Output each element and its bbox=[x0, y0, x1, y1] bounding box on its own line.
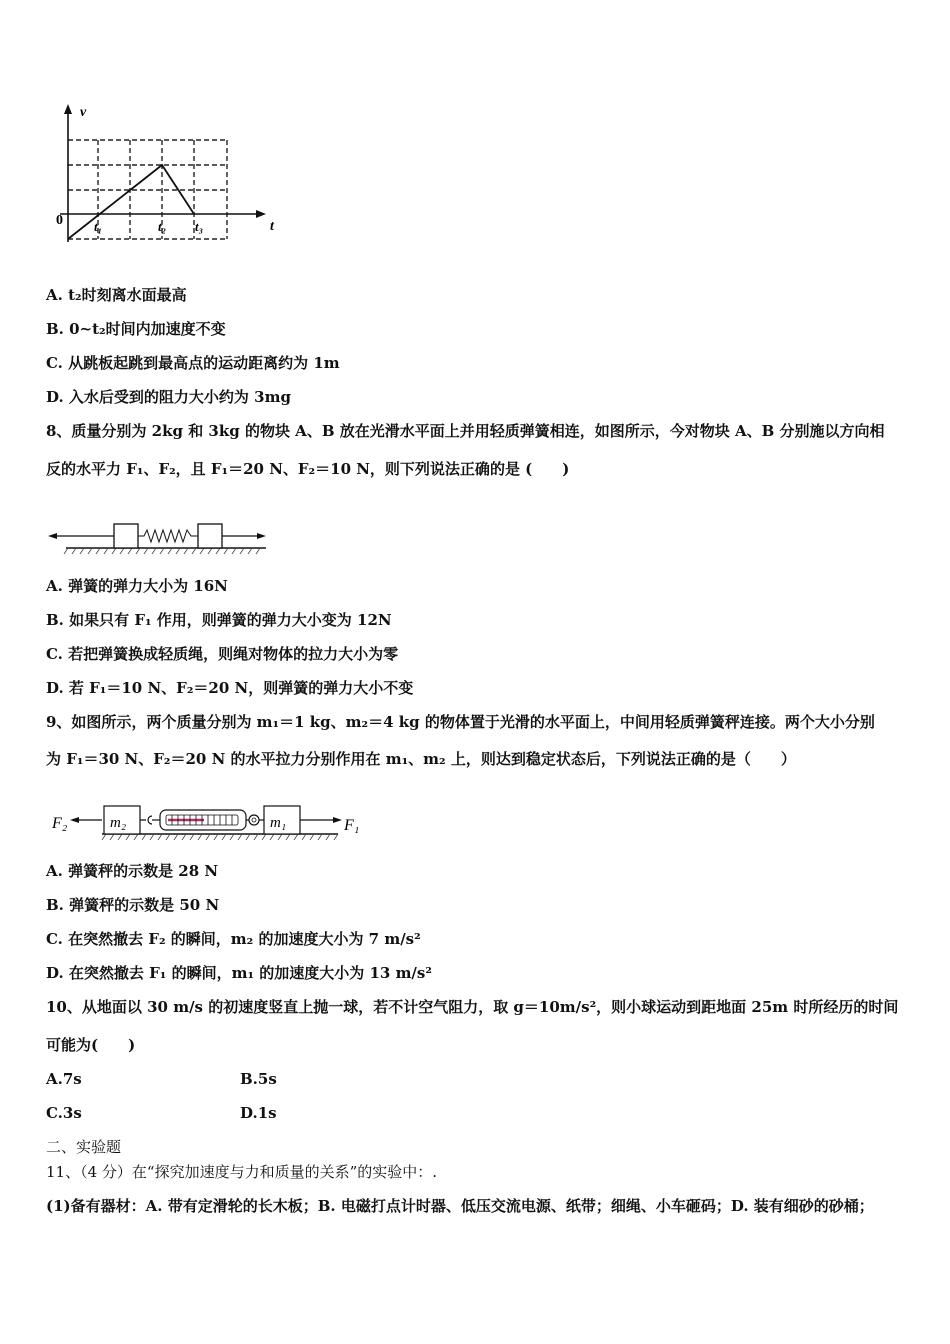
q7-option-d: D. 入水后受到的阻力大小约为 3mg bbox=[46, 388, 291, 406]
q11-item-1: (1)备有器材：A. 带有定滑轮的长木板；B. 电磁打点计时器、低压交流电源、纸带；细绳、小车砸码；D. 装有细砂的砂桶； bbox=[46, 1197, 874, 1215]
fig-f2-label: F₂ bbox=[52, 815, 68, 832]
q7-option-a: A. t₂时刻离水面最高 bbox=[46, 286, 187, 304]
spring-blocks-figure bbox=[44, 518, 274, 560]
q8-stem-line1: 8、质量分别为 2kg 和 3kg 的物块 A、B 放在光滑水平面上并用轻质弹簧相连，如图所示，今对物块 A、B 分别施以方向相 bbox=[46, 422, 885, 440]
velocity-time-graph bbox=[50, 100, 290, 250]
v-axis-label: v bbox=[80, 105, 87, 120]
ring-icon bbox=[249, 815, 259, 825]
fig-m1-label: m₁ bbox=[270, 815, 287, 831]
section-heading: 二、实验题 bbox=[46, 1138, 122, 1156]
q8-stem-line2: 反的水平力 F₁、F₂，且 F₁＝20 N、F₂＝10 N，则下列说法正确的是 ( ) bbox=[46, 460, 570, 478]
fig-f1-label: F₁ bbox=[344, 817, 360, 834]
t-axis-arrow bbox=[256, 210, 266, 218]
t3-label: t₃ bbox=[195, 219, 204, 234]
block-a bbox=[114, 524, 138, 548]
origin-label: 0 bbox=[56, 213, 63, 228]
t-axis-label: t bbox=[270, 219, 274, 234]
fig-m2-label: m₂ bbox=[110, 815, 127, 831]
q9-option-d: D. 在突然撤去 F₁ 的瞬间，m₁ 的加速度大小为 13 m/s² bbox=[46, 964, 432, 982]
q10-option-a: A.7s bbox=[46, 1070, 82, 1088]
q10-option-c: C.3s bbox=[46, 1104, 82, 1122]
ground-hatching-2 bbox=[102, 834, 338, 840]
q11-stem: 11、（4 分）在“探究加速度与力和质量的关系”的实验中：. bbox=[46, 1163, 438, 1181]
force-arrow-left-head bbox=[48, 533, 57, 539]
t2-label: t₂ bbox=[158, 219, 167, 234]
velocity-curve bbox=[68, 165, 194, 239]
ground-hatching bbox=[64, 548, 260, 554]
v-axis-arrow bbox=[64, 104, 72, 114]
q10-option-b: B.5s bbox=[240, 1070, 277, 1088]
q9-option-a: A. 弹簧秤的示数是 28 N bbox=[46, 862, 219, 880]
f1-arrow-head bbox=[333, 817, 342, 823]
q9-option-b: B. 弹簧秤的示数是 50 N bbox=[46, 896, 220, 914]
q8-option-a: A. 弹簧的弹力大小为 16N bbox=[46, 577, 228, 595]
q10-stem-line2: 可能为( ) bbox=[46, 1036, 136, 1054]
q8-option-c: C. 若把弹簧换成轻质绳，则绳对物体的拉力大小为零 bbox=[46, 645, 399, 663]
q8-option-d: D. 若 F₁＝10 N、F₂＝20 N，则弹簧的弹力大小不变 bbox=[46, 679, 414, 697]
hook-icon bbox=[140, 816, 152, 824]
spring-scale-figure bbox=[48, 800, 378, 842]
block-b bbox=[198, 524, 222, 548]
q9-stem-line1: 9、如图所示，两个质量分别为 m₁＝1 kg、m₂＝4 kg 的物体置于光滑的水平面上，中间用轻质弹簧秤连接。两个大小分别 bbox=[46, 713, 875, 731]
q9-stem-line2: 为 F₁＝30 N、F₂＝20 N 的水平拉力分别作用在 m₁、m₂ 上，则达到稳定状态后，下列说法正确的是（ ） bbox=[46, 750, 796, 768]
spring bbox=[138, 530, 198, 542]
q8-option-b: B. 如果只有 F₁ 作用，则弹簧的弹力大小变为 12N bbox=[46, 611, 392, 629]
t1-label: t₁ bbox=[94, 219, 103, 234]
q9-option-c: C. 在突然撤去 F₂ 的瞬间，m₂ 的加速度大小为 7 m/s² bbox=[46, 930, 421, 948]
q7-option-c: C. 从跳板起跳到最高点的运动距离约为 1m bbox=[46, 354, 340, 372]
f2-arrow-head bbox=[70, 817, 79, 823]
q7-option-b: B. 0~t₂时间内加速度不变 bbox=[46, 320, 226, 338]
force-arrow-right-head bbox=[257, 533, 266, 539]
q10-option-d: D.1s bbox=[240, 1104, 277, 1122]
q10-stem-line1: 10、从地面以 30 m/s 的初速度竖直上抛一球，若不计空气阻力，取 g＝10m/s²，则小球运动到距地面 25m 时所经历的时间 bbox=[46, 998, 899, 1016]
